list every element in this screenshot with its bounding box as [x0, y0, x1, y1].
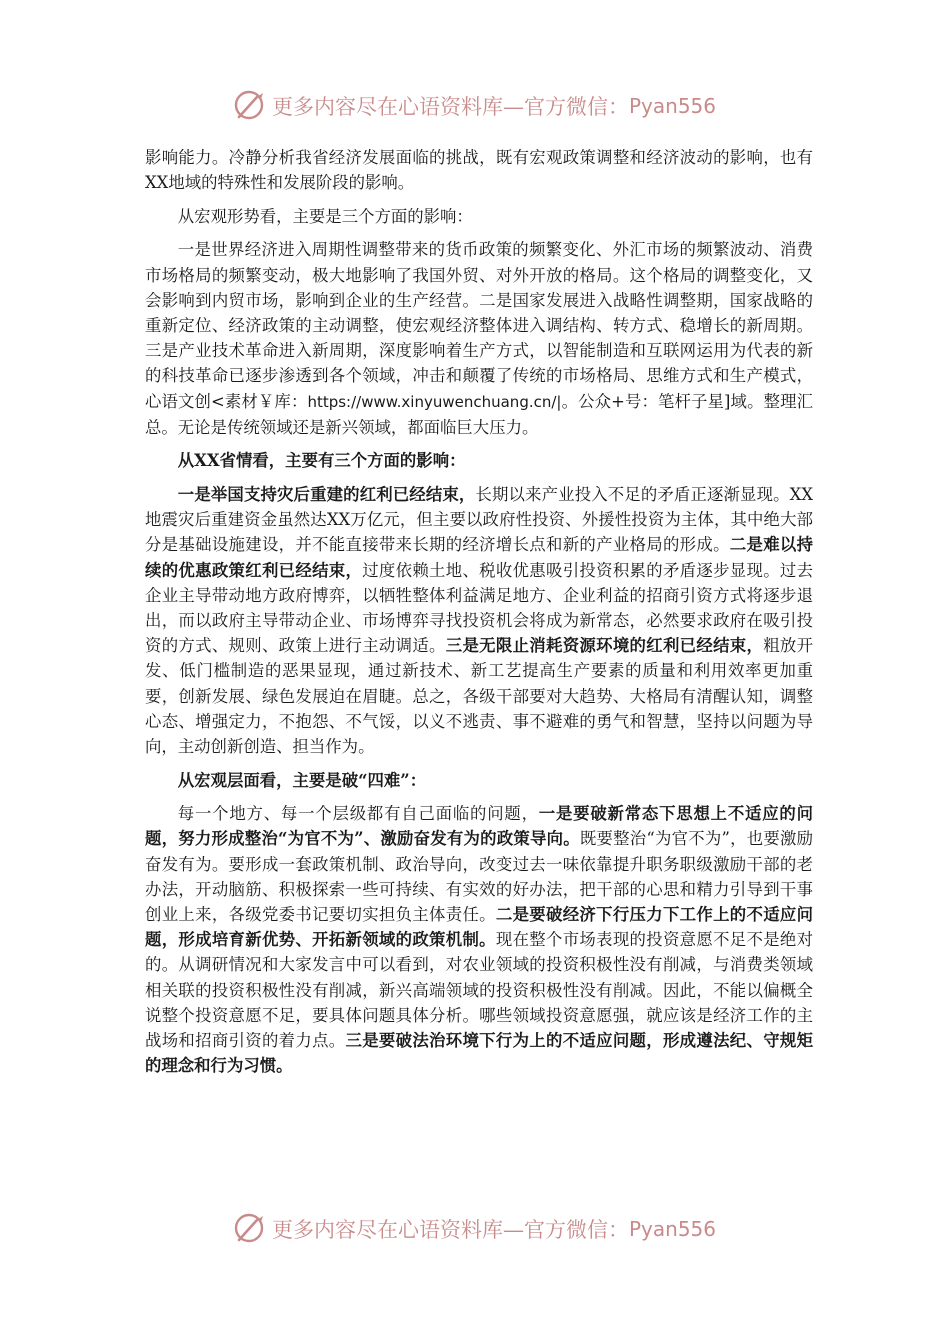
section-heading [145, 768, 813, 793]
paragraph [145, 204, 813, 229]
text-run: 一是世界经济进入周期性调整带来的货币政策的频繁变化、外汇市场的频繁波动、消费市场格局的频繁变动，极大地影响了我国外贸、对外开放的格局。这个格局的调整变化，又会影响到内贸市场，影响到企业的生产经营。二是国家发展进入战略性调整期，国家战略的重新定位、经济政策的主动调整，使宏观经济整体进入调结构、转方式、稳增长的新周期。三是产业技术革命进入新周期，深度影响着生产方式，以智能制造和互联网运用为代表的新的科技革命已逐步渗透到各个领域，冲击和颠覆了传统的市场格局、思维方式和生产模式，心语文创<素材￥库： [145, 240, 813, 411]
text-run: 从宏观层面看，主要是破“四难”： [177, 770, 427, 790]
bold-run: 三是要破法治环境下行为上的不适应问题，形成遵法纪、守规矩的理念和行为习惯。 [145, 1031, 814, 1076]
text-run: 长期以来产业投入不足的矛盾正逐渐显现。XX地震灾后重建资金虽然达XX万亿元，但主要以政府性投资、外援性投资为主体，其中绝大部分是基础设施建设，并不能直接带来长期的经济增长点和新的产业格局的形成。 [145, 485, 814, 555]
paragraph [145, 145, 813, 195]
brush-logo-icon [232, 1211, 268, 1247]
paragraph [145, 801, 813, 1078]
text-run: 从XX省情看，主要有三个方面的影响： [177, 451, 466, 471]
text-run: 从宏观形势看，主要是三个方面的影响： [177, 206, 473, 226]
bold-run: 二是难以持续的优惠政策红利已经结束， [145, 535, 814, 580]
text-run: 现在整个市场表现的投资意愿不足不是绝对的。从调研情况和大家发言中可以看到，对农业领域的投资积极性没有削减，与消费类领域相关联的投资积极性没有削减，新兴高端领域的投资积极性没有削减。因此，不能以偏概全说整个投资意愿不足，要具体问题具体分析。哪些领域投资意愿强，就应该是经济工作的主战场和招商引资的着力点。 [145, 930, 814, 1051]
watermark-text: 更多内容尽在心语资料库—官方微信： [272, 1218, 629, 1242]
text-run: 粗放开发、低门槛制造的恶果显现，通过新技术、新工艺提高生产要素的质量和利用效率更加重要，创新发展、绿色发展迫在眉睫。总之，各级干部要对大趋势、大格局有清醒认知，调整心态、增强定力，不抱怨、不气馁，以义不逃责、事不避难的勇气和智慧，坚持以问题为导向，主动创新创造、担当作为。 [145, 636, 814, 757]
text-run: 。公众+号：笔杆子星]域。整理汇总。无论是传统领域还是新兴领域，都面临巨大压力。 [145, 391, 813, 437]
bold-run: 一是要破新常态下思想上不适应的问题，努力形成整治“为官不为”、激励奋发有为的政策导向。 [145, 804, 814, 849]
watermark-footer [232, 1209, 716, 1249]
brush-logo-icon [232, 88, 268, 124]
bold-run: 三是无限止消耗资源环境的红利已经结束， [445, 636, 764, 656]
paragraph [145, 237, 813, 440]
document-body [145, 145, 813, 1087]
section-heading [145, 448, 813, 473]
watermark-wechat-id: Pyan556 [629, 94, 717, 118]
text-run: 影响能力。冷静分析我省经济发展面临的挑战，既有宏观政策调整和经济波动的影响，也有XX地域的特殊性和发展阶段的影响。 [145, 148, 813, 193]
watermark-header [232, 86, 716, 126]
watermark-text: 更多内容尽在心语资料库—官方微信： [272, 95, 629, 119]
text-run: 每一个地方、每一个层级都有自己面临的问题， [177, 804, 539, 824]
bold-run: 一是举国支持灾后重建的红利已经结束， [177, 485, 476, 504]
watermark-wechat-id: Pyan556 [629, 1217, 717, 1241]
paragraph [145, 482, 813, 759]
text-run: 既要整治“为官不为”，也要激励奋发有为。要形成一套政策机制、政治导向，改变过去一味依靠提升职务职级激励干部的老办法，开动脑筋、积极探索一些可持续、有实效的好办法，把干部的心思和精力引导到干事创业上来，各级党委书记要切实担负主体责任。 [145, 829, 813, 925]
bold-run: 二是要破经济下行压力下工作上的不适应问题，形成培育新优势、开拓新领域的政策机制。 [145, 905, 814, 950]
text-run: https://www.xinyuwenchuang.cn/| [307, 392, 562, 411]
text-run: 过度依赖土地、税收优惠吸引投资积累的矛盾逐步显现。过去企业主导带动地方政府博弈，以牺牲整体利益满足地方、企业利益的招商引资方式将逐步退出，而以政府主导带动企业、市场博弈寻找投资机会将成为新常态，必然要求政府在吸引投资的方式、规则、政策上进行主动调适。 [145, 560, 813, 656]
